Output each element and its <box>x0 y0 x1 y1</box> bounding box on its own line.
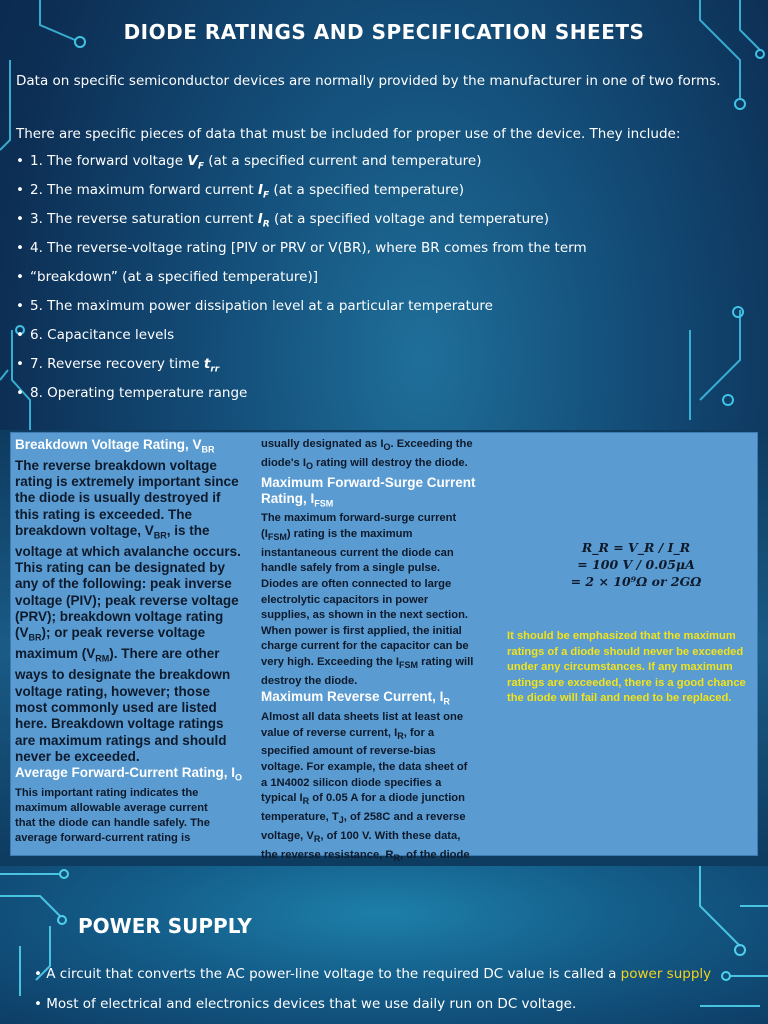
intro-paragraph-1: Data on specific semiconductor devices are normally provided by the manufacturer in one of two forms. <box>16 73 721 89</box>
text-segment: handle safely from a single pulse. <box>261 562 441 575</box>
text-line <box>261 561 505 577</box>
text-segment: ) rating is the maximum <box>286 527 413 540</box>
text-segment: never be exceeded. <box>15 748 140 764</box>
text-line <box>261 608 505 624</box>
bullet-glyph: • <box>16 153 24 169</box>
bullet-symbol-subscript: rr <box>210 364 220 375</box>
text-segment: ). There are other <box>109 646 220 662</box>
subscript: BR <box>153 530 167 541</box>
subscript: R <box>313 834 321 845</box>
formula-line: = 100 V / 0.05μA <box>577 557 695 572</box>
text-segment: The maximum forward-surge current <box>261 512 457 525</box>
text-segment: , of 100 V. With these data, <box>320 829 461 842</box>
bullet-glyph: • <box>16 240 24 256</box>
text-segment: instantaneous current the diode can <box>261 546 454 559</box>
bullet-text: 8. Operating temperature range <box>30 385 248 401</box>
subscript: RM <box>95 654 110 665</box>
text-line <box>15 646 265 667</box>
bullet-text: 4. The reverse-voltage rating [PIV or PRV or V(BR), where BR comes from the term <box>30 240 587 256</box>
text-segment: most commonly used are listed <box>15 699 217 715</box>
power-supply-highlight: power supply <box>620 966 712 982</box>
text-line <box>261 593 505 609</box>
subscript: J <box>338 815 344 826</box>
text-line <box>15 700 265 716</box>
forward-surge-current-text <box>261 511 505 689</box>
slide-title: DIODE RATINGS AND SPECIFICATION SHEETS <box>123 20 645 44</box>
text-segment: a 1N4002 silicon diode specifies a <box>261 776 442 789</box>
bullet-glyph: • <box>16 182 24 198</box>
text-line: that the diode can handle safely. The <box>15 816 210 829</box>
text-line <box>261 710 505 726</box>
text-segment: the diode is usually destroyed if <box>15 490 221 506</box>
subscript: O <box>305 461 313 472</box>
ratings-bullet-item <box>16 384 247 402</box>
text-segment: (V <box>15 625 29 641</box>
text-segment: are maximum ratings and should <box>15 732 227 748</box>
slide-diode-ratings <box>0 0 768 430</box>
text-line <box>15 490 265 506</box>
text-segment: voltage, V <box>261 829 314 842</box>
text-line <box>15 749 265 765</box>
text-segment: Almost all data sheets list at least one <box>261 711 464 724</box>
slide-power-supply <box>0 866 768 1024</box>
text-line <box>261 760 505 776</box>
text-segment: voltage at which avalanche occurs. <box>15 543 241 559</box>
text-segment: (PRV); breakdown voltage rating <box>15 609 224 625</box>
text-line <box>261 511 505 527</box>
text-line <box>261 456 505 475</box>
text-line <box>261 624 505 640</box>
bullet-symbol: I <box>257 182 263 198</box>
text-segment: the reverse resistance, R <box>261 848 394 861</box>
text-segment: , is the <box>166 522 210 538</box>
bullet-glyph: • <box>16 269 24 285</box>
heading-average-forward-current: Average Forward-Current Rating, $I_O$ <box>15 765 243 783</box>
bullet-text: 3. The reverse saturation current <box>30 211 258 227</box>
ratings-bullet-item <box>16 239 587 257</box>
text-line <box>15 609 265 625</box>
text-segment: rating is extremely important since <box>15 473 239 489</box>
text-segment: here. Breakdown voltage ratings <box>15 716 224 732</box>
ratings-bullet-item <box>16 326 174 344</box>
bullet-text: 7. Reverse recovery time <box>30 356 204 372</box>
text-line <box>261 791 505 810</box>
text-segment: ); or peak reverse voltage <box>41 625 206 641</box>
subscript: BR <box>28 633 42 644</box>
text-line <box>261 744 505 760</box>
text-line <box>261 437 505 456</box>
bullet-symbol: V <box>187 153 198 169</box>
io-rating-text <box>261 437 505 475</box>
ratings-bullet-item <box>16 297 493 315</box>
text-line <box>261 639 505 655</box>
text-line <box>15 523 265 544</box>
bullet-glyph: • <box>16 385 24 401</box>
bullet-glyph: • <box>16 327 24 343</box>
text-line <box>261 527 505 546</box>
ratings-bullet-item <box>16 152 482 176</box>
bullet-text: 6. Capacitance levels <box>30 327 175 343</box>
text-segment: When power is first applied, the initial <box>261 624 462 637</box>
text-line <box>261 776 505 792</box>
subscript: R <box>302 796 310 807</box>
text-line <box>15 667 265 683</box>
text-segment: any of the following: peak inverse <box>15 576 232 592</box>
text-segment: This rating can be designated by <box>15 560 226 576</box>
text-segment: (I <box>261 527 268 540</box>
text-line <box>15 733 265 749</box>
text-line <box>261 848 505 867</box>
bullet-glyph: • <box>16 211 24 227</box>
subscript: FSM <box>399 660 419 671</box>
subscript: FSM <box>267 532 287 543</box>
text-segment: value of reverse current, I <box>261 726 398 739</box>
text-segment: , of 258C and a reverse <box>343 811 466 824</box>
column-middle <box>261 437 505 882</box>
bullet-symbol-subscript: R <box>262 219 270 230</box>
formula-line: R_R = V_R / I_R <box>581 540 691 555</box>
text-line <box>261 829 505 848</box>
text-segment: this rating is exceeded. The <box>15 506 193 522</box>
bullet-glyph: • <box>16 298 24 314</box>
text-line <box>261 674 505 690</box>
bullet-text: “breakdown” (at a specified temperature)] <box>30 269 319 285</box>
bullet-glyph: • <box>16 356 24 372</box>
text-segment: The reverse breakdown voltage <box>15 457 217 473</box>
text-segment: voltage rating, however; those <box>15 683 211 699</box>
bullet-text-tail: (at a specified voltage and temperature) <box>269 211 549 227</box>
text-segment: temperature, T <box>261 811 339 824</box>
text-line <box>261 577 505 593</box>
ratings-bullet-item <box>16 181 464 205</box>
ratings-bullet-item <box>16 210 549 234</box>
text-segment: of 0.05 A for a diode junction <box>309 792 465 805</box>
ratings-bullet-item <box>16 355 219 379</box>
text-segment: Diodes are often connected to large <box>261 577 452 590</box>
bullet-symbol-subscript: F <box>197 161 204 172</box>
text-line <box>261 726 505 745</box>
text-segment: destroy the diode. <box>261 674 358 687</box>
text-line <box>261 546 505 562</box>
intro-paragraph-2: There are specific pieces of data that must be included for proper use of the device. They include: <box>16 126 681 142</box>
formula-line: = 2 × 10⁹Ω or 2GΩ <box>570 574 702 589</box>
heading-max-reverse-current: Maximum Reverse Current, $I_R$ <box>261 689 450 708</box>
text-segment: usually designated as I <box>261 438 384 450</box>
bullet-text: 2. The maximum forward current <box>30 182 258 198</box>
text-line <box>15 507 265 523</box>
bullet-text: 1. The forward voltage <box>30 153 188 169</box>
text-segment: , of the diode <box>399 848 470 861</box>
column-left <box>15 437 265 846</box>
text-line: average forward-current rating is <box>15 831 191 844</box>
text-segment: voltage (PIV); peak reverse voltage <box>15 592 239 608</box>
heading-forward-surge-current: Maximum Forward-Surge Current Rating, $I_{FSM}$ <box>261 474 476 509</box>
text-segment: breakdown voltage, V <box>15 522 154 538</box>
subscript: R <box>397 730 404 741</box>
heading-breakdown-voltage: Breakdown Voltage Rating, $V_{BR}$ <box>15 437 215 455</box>
text-segment: voltage. For example, the data sheet of <box>261 761 468 774</box>
power-supply-bullet-2: • Most of electrical and electronics devices that we use daily run on DC voltage. <box>34 996 577 1012</box>
text-line <box>15 593 265 609</box>
text-segment: supplies, as shown in the next section. <box>261 609 469 622</box>
text-line <box>15 716 265 732</box>
text-line <box>15 625 265 646</box>
text-segment: electrolytic capacitors in power <box>261 593 429 606</box>
max-reverse-current-text <box>261 710 505 882</box>
text-segment: rating will destroy the diode. <box>312 456 468 469</box>
ratings-bullet-item <box>16 268 318 286</box>
text-line <box>261 810 505 829</box>
text-line: maximum allowable average current <box>15 801 208 814</box>
text-segment: . Exceeding the <box>390 438 473 450</box>
bullet-text-tail: (at a specified current and temperature) <box>203 153 482 169</box>
bullet-text: 5. The maximum power dissipation level at a particular temperature <box>30 298 493 314</box>
text-segment: , for a <box>403 726 435 739</box>
reverse-resistance-formula <box>551 539 721 590</box>
bullet-symbol-subscript: F <box>262 190 270 201</box>
text-segment: specified amount of reverse-bias <box>261 745 436 758</box>
text-segment: very high. Exceeding the I <box>261 655 400 668</box>
subscript: R <box>393 852 400 863</box>
text-line: This important rating indicates the <box>15 786 199 799</box>
text-segment: ways to designate the breakdown <box>15 667 231 683</box>
power-supply-bullet-1: • A circuit that converts the AC power-line voltage to the required DC value is called a power supply <box>34 966 712 982</box>
text-line <box>15 560 265 576</box>
bullet-text-tail: (at a specified temperature) <box>269 182 464 198</box>
text-segment: diode's I <box>261 456 306 469</box>
breakdown-voltage-text <box>15 458 265 765</box>
emphasis-note: It should be emphasized that the maximum ratings of a diode should never be exceeded under any circumstances. If any maximum ratings are exceeded, there is a good chance the diode will fail and need to be replaced. <box>507 630 746 704</box>
text-segment: maximum (V <box>15 646 96 662</box>
text-line <box>261 655 505 674</box>
power-supply-title: POWER SUPPLY <box>78 914 252 938</box>
specification-panel <box>10 432 758 863</box>
text-line <box>15 576 265 592</box>
text-line <box>15 684 265 700</box>
subscript: O <box>383 442 391 453</box>
text-line <box>15 474 265 490</box>
text-segment: typical I <box>261 792 303 805</box>
text-segment: rating will <box>418 655 474 668</box>
bullet-symbol: t <box>203 356 211 372</box>
average-forward-current-text <box>15 786 265 846</box>
text-line <box>15 458 265 474</box>
bullet-symbol: I <box>257 211 263 227</box>
text-segment: charge current for the capacitor can be <box>261 640 469 653</box>
text-line <box>15 544 265 560</box>
